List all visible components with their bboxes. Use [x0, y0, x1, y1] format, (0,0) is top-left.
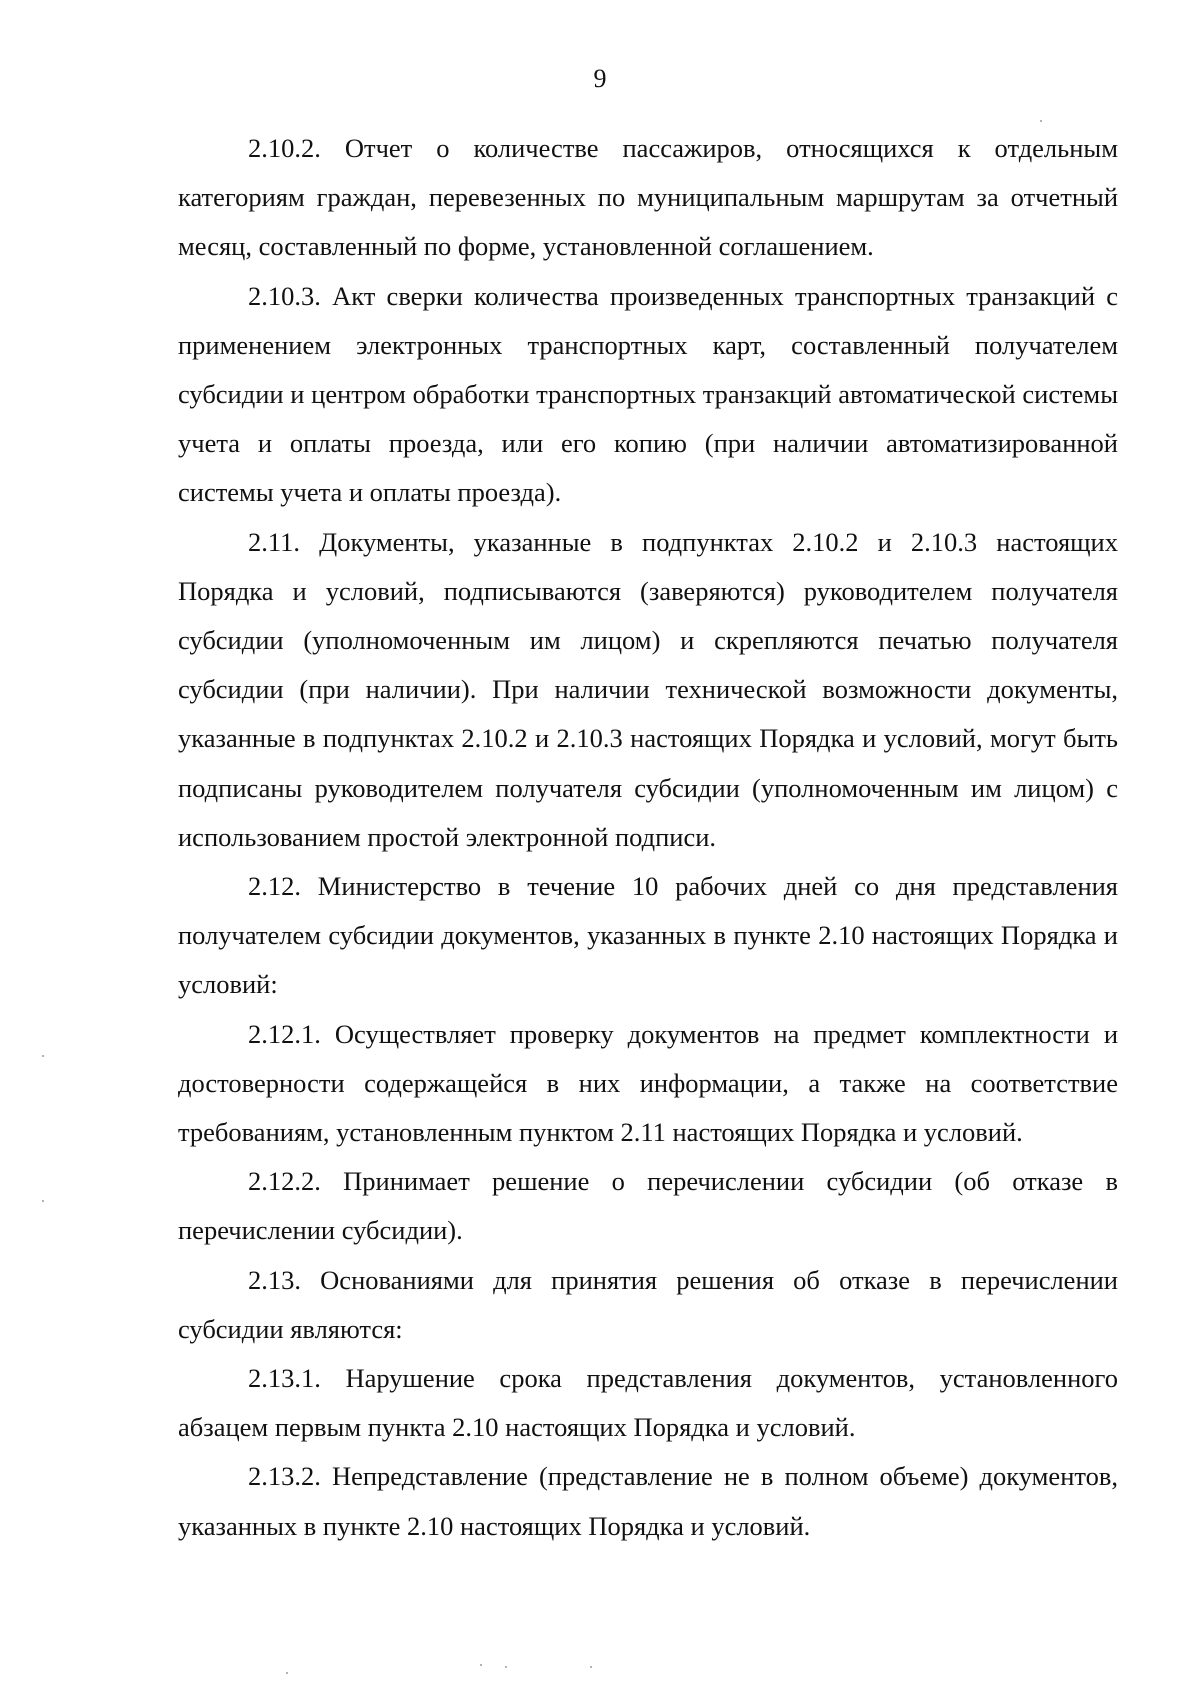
scan-speck [505, 1666, 507, 1668]
scan-speck [1040, 120, 1042, 122]
paragraph-2-13-2: 2.13.2. Непредставление (представление не в полном объеме) документов, указанных в пункте 2.10 настоящих Порядка и условий. [178, 1461, 1118, 1541]
scan-speck [590, 1666, 592, 1668]
paragraph-2-10-3: 2.10.3. Акт сверки количества произведенных транспортных транзакций с применением электронных транспортных карт, составленный получателем субсидии и центром обработки транспортных транзакций автоматической системы учета и оплаты проезда, или его копию (при наличии автоматизированной системы учета и оплаты проезда). [178, 280, 1118, 508]
scan-speck [42, 1200, 44, 1202]
paragraph-2-11: 2.11. Документы, указанные в подпунктах 2.10.2 и 2.10.3 настоящих Порядка и условий, подписываются (заверяются) руководителем получателя субсидии (уполномоченным им лицом) и скрепляются печатью получателя субсидии (при наличии). При наличии технической возможности документы, указанные в подпунктах 2.10.2 и 2.10.3 настоящих Порядка и условий, могут быть подписаны руководителем получателя субсидии (уполномоченным им лицом) с использованием простой электронной подписи. [178, 526, 1118, 852]
scan-speck [286, 1672, 288, 1674]
scan-speck [42, 1055, 44, 1057]
paragraph-2-13: 2.13. Основаниями для принятия решения об отказе в перечислении субсидии являются: [178, 1264, 1118, 1344]
document-body [178, 124, 1118, 1551]
paragraph-2-13-1: 2.13.1. Нарушение срока представления документов, установленного абзацем первым пункта 2.10 настоящих Порядка и условий. [178, 1363, 1118, 1443]
paragraph-2-12-1: 2.12.1. Осуществляет проверку документов на предмет комплектности и достоверности содержащейся в них информации, а также на соответствие требованиям, установленным пунктом 2.11 настоящих Порядка и условий. [178, 1018, 1118, 1148]
scan-speck [480, 1664, 482, 1666]
page-number: 9 [593, 64, 607, 93]
paragraph-2-12-2: 2.12.2. Принимает решение о перечислении субсидии (об отказе в перечислении субсидии). [178, 1166, 1118, 1246]
paragraph-2-12: 2.12. Министерство в течение 10 рабочих дней со дня представления получателем субсидии документов, указанных в пункте 2.10 настоящих Порядка и условий: [178, 871, 1118, 1000]
paragraph-2-10-2: 2.10.2. Отчет о количестве пассажиров, относящихся к отдельным категориям граждан, перевезенных по муниципальным маршрутам за отчетный месяц, составленный по форме, установленной соглашением. [178, 133, 1118, 262]
